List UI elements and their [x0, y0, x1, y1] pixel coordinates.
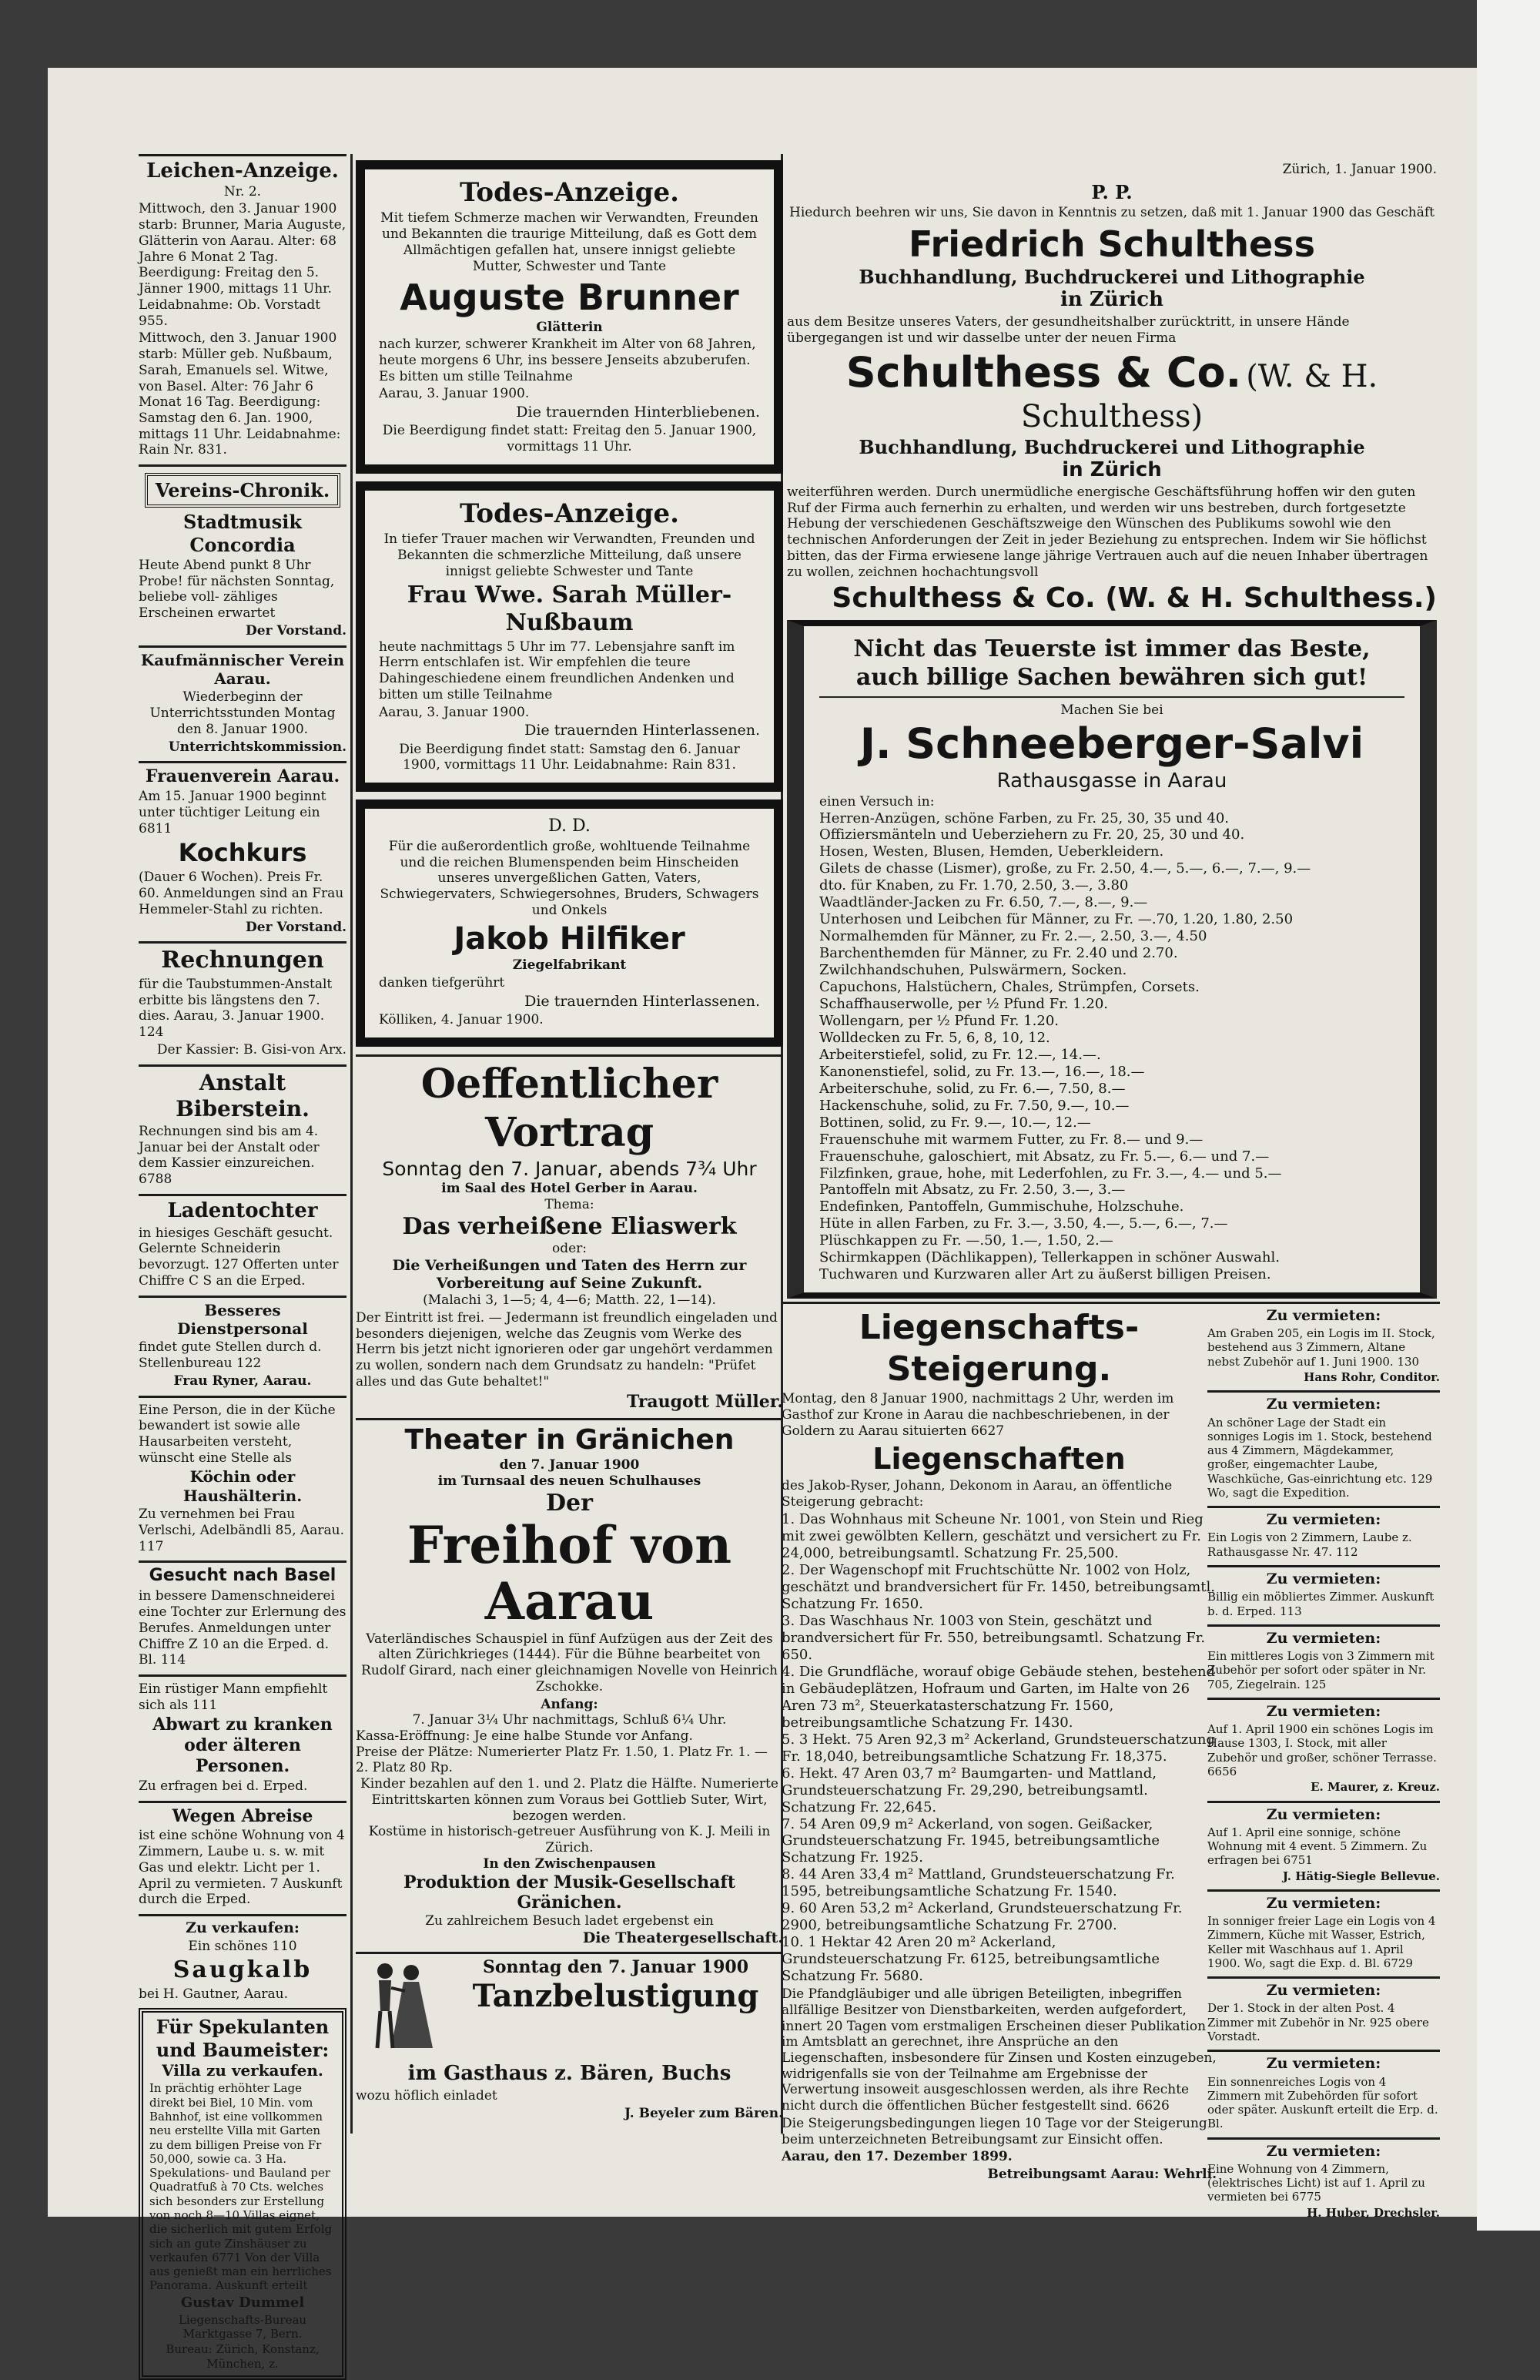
sg-item: Tuchwaren und Kurzwaren aller Art zu äußerst billigen Preisen.: [819, 1266, 1271, 1283]
tanz-loc: im Gasthaus z. Bären, Buchs: [407, 2062, 732, 2086]
lieg-text2: Die Pfandgläubiger und alle übrigen Beteiligten, inbegriffen allfällige Besitzer von Dienstbarkeiten, werden aufgefordert, innert 20 Tagen vom erstmaligen Erscheinen dieser Publikation im Amtsblatt an gerechnet, ihre Ansprüche an den Liegenschaften, insbesondere für Zinsen und Kosten einzugeben, widrigenfalls sie von der Teilnahme am Ergebnisse der Verwertung insoweit ausgeschlossen werden, als ihre Rechte nicht durch die öffentlichen Bücher festgestellt sind. 6626: [782, 1986, 1217, 2114]
dienst-sign: Frau Ryner, Aarau.: [173, 1373, 312, 1389]
villa-text: In prächtig erhöhter Lage direkt bei Biel, 10 Min. vom Bahnhof, ist eine vollkommen neu erstellte Villa mit Garten zu dem billigen Preise von Fr 50,000, sowie ca. 3 Ha. Spekulations- und Bauland per Quadratfuß à 70 Cts. welches sich besonders zur Erstellung von noch 8—10 Villas eignet, die sicherlich mit gutem Erfolg sich an gute Zinshäuser zu verkaufen 6771 Von der Villa aus genießt man ein herrliches Panorama. Auskunft erteilt: [149, 2081, 333, 2293]
lieg-item: 5. 3 Hekt. 75 Aren 92,3 m² Ackerland, Grundsteuerschatzung Fr. 18,040, betreibungsamtliche Schatzung Fr. 18,375.: [782, 1731, 1216, 1765]
sg-item: Plüschkappen zu Fr. —.50, 1.—, 1.50, 2.—: [819, 1232, 1113, 1249]
mann-text: Ein rüstiger Mann empfiehlt sich als 111: [139, 1681, 328, 1713]
lieg-head: Liegenschaften: [872, 1441, 1126, 1476]
firm2-loc: in Zürich: [1062, 458, 1162, 482]
frauen-title: Frauenverein Aarau.: [145, 766, 340, 787]
lieg-sign: Betreibungsamt Aarau: Wehrli.: [987, 2167, 1217, 2183]
verkauf-sign: bei H. Gautner, Aarau.: [139, 1986, 289, 2002]
leichen-title: Leichen-Anzeige.: [146, 159, 339, 183]
theater-pause: In den Zwischenpausen: [483, 1855, 656, 1872]
dank-role: Ziegelfabrikant: [512, 957, 627, 974]
rechnungen-title: Rechnungen: [161, 947, 324, 974]
sg-versuch: einen Versuch in:: [819, 793, 935, 810]
frauen-text2: (Dauer 6 Wochen). Preis Fr. 60. Anmeldungen sind an Frau Hemmeler-Stahl zu richten.: [139, 870, 344, 917]
firm2-name: Schulthess & Co.: [845, 348, 1242, 397]
rechnungen-ad: [139, 941, 346, 1064]
todes1-name: Auguste Brunner: [400, 277, 739, 319]
vermieten-text: Billig ein möbliertes Zimmer. Auskunft b. d. Erped. 113: [1207, 1590, 1435, 1618]
dank-place: Kölliken, 4. Januar 1900.: [379, 1011, 544, 1027]
vermieten-text: Ein Logis von 2 Zimmern, Laube z. Rathausgasse Nr. 47. 112: [1207, 1530, 1412, 1559]
lieg-item: 4. Die Grundfläche, worauf obige Gebäude stehen, bestehend in Gebäudeplätzen, Hofraum und Garten, im Halte von 26 Aren 73 m², Steuerkatasterschatzung Fr. 1560, betreibungsamtliche Schatzung Fr. 1430.: [782, 1663, 1216, 1731]
vermieten-text: Auf 1. April eine sonnige, schöne Wohnung mit 4 event. 5 Zimmern. Zu erfragen bei 6751: [1207, 1825, 1428, 1868]
vermieten-ad: [1207, 1624, 1440, 1698]
villa-title: Villa zu verkaufen.: [162, 2060, 323, 2080]
gesucht-title: Gesucht nach Basel: [149, 1566, 336, 1586]
vermieten-ad: [1207, 1889, 1440, 1976]
vermieten-ad: [1207, 1506, 1440, 1565]
column-2: [356, 160, 783, 2132]
verkauf-text: Ein schönes 110: [188, 1939, 297, 1955]
theater-kinder: Kinder bezahlen auf den 1. und 2. Platz die Hälfte. Numerierte Eintrittskarten können zum Voraus bei Gottlieb Suter, Wirt, bezogen werden.: [360, 1776, 778, 1824]
theater-kost: Kostüme in historisch-getreuer Ausführung von K. J. Meili in Zürich.: [368, 1824, 771, 1856]
abwart-text: Zu erfragen bei d. Erped.: [139, 1778, 308, 1794]
vermieten-title: Zu vermieten:: [1266, 1511, 1381, 1529]
vermieten-title: Zu vermieten:: [1266, 2055, 1381, 2073]
lieg-item: 9. 60 Aren 53,2 m² Ackerland, Grundsteuerschatzung Fr. 2900, betreibungsamtliche Schatzung Fr. 2700.: [782, 1900, 1183, 1934]
frauenverein-ad: [139, 761, 346, 941]
tanz-text: wozu höflich einladet: [356, 2087, 497, 2103]
rechnungen-text: für die Taubstummen-Anstalt erbitte bis längstens den 7. dies. Aarau, 3. Januar 1900. 124: [139, 976, 333, 1041]
vereins-chronik: [139, 464, 346, 645]
dank-sign: Die trauernden Hinterlassenen.: [524, 992, 760, 1010]
dienst-text: findet gute Stellen durch d. Stellenbureau 122: [139, 1339, 322, 1372]
sg-item: Wollengarn, per ½ Pfund Fr. 1.20.: [819, 1012, 1060, 1029]
vermieten-ad: [1207, 1390, 1440, 1506]
lieg-item: 3. Das Waschhaus Nr. 1003 von Stein, geschätzt und brandversichert für Fr. 550, betreibungsamtl. Schatzung Fr. 650.: [782, 1613, 1206, 1663]
theater-sign: Die Theatergesellschaft.: [582, 1929, 783, 1946]
todes-anzeige-brunner: [356, 160, 783, 474]
todes1-sign: Die trauernden Hinterbliebenen.: [516, 404, 760, 421]
todes1-text2: nach kurzer, schwerer Krankheit im Alter von 68 Jahren, heute morgens 6 Uhr, ins bessere Jenseits abzuberufen. Es bitten um stille Teilnahme: [379, 337, 756, 384]
sg-item: Frauenschuhe mit warmem Futter, zu Fr. 8.— und 9.—: [819, 1131, 1204, 1148]
vortrag-thema: Thema:: [544, 1196, 594, 1212]
vermieten-ad: [1207, 2137, 1440, 2226]
firm-sign: Schulthess & Co. (W. & H. Schulthess.): [832, 582, 1437, 615]
column-3a: [782, 1302, 1217, 2183]
vermieten-sign: E. Maurer, z. Kreuz.: [1311, 1780, 1440, 1795]
liegenschaft-ad: [782, 1302, 1217, 2189]
vortrag-sub: Die Verheißungen und Taten des Herrn zur Vorbereitung auf Seine Zukunft.: [392, 1256, 747, 1292]
lieg-text3: Die Steigerungsbedingungen liegen 10 Tage vor der Steigerung beim unterzeichneten Betreibungsamt zur Einsicht offen.: [782, 2115, 1207, 2147]
todes1-beerd: Die Beerdigung findet statt: Freitag den 5. Januar 1900, vormittags 11 Uhr.: [382, 423, 757, 455]
lieg-item-list: [782, 1511, 1217, 1985]
vermieten-text: Am Graben 205, ein Logis im II. Stock, bestehend aus 3 Zimmern, Altane nebst Zubehör auf 1. Juni 1900. 130: [1207, 1326, 1435, 1369]
vermieten-text: Auf 1. April 1900 ein schönes Logis im Hause 1303, I. Stock, mit aller Zubehör und großer, schöner Terrasse. 6656: [1207, 1722, 1437, 1778]
sg-item: Bottinen, solid, zu Fr. 9.—, 10.—, 12.—: [819, 1114, 1091, 1131]
vortrag-date: Sonntag den 7. Januar, abends 7¾ Uhr: [382, 1157, 757, 1180]
vermieten-title: Zu vermieten:: [1266, 1396, 1381, 1413]
abreise-ad: [139, 1801, 346, 1915]
vermieten-title: Zu vermieten:: [1266, 1570, 1381, 1588]
page-edge-right: [1477, 0, 1540, 2231]
rechnungen-sign: Der Kassier: B. Gisi-von Arx.: [156, 1041, 346, 1058]
schulthess-notice: [787, 178, 1437, 621]
abwart-ad: [139, 1674, 346, 1801]
vortrag-ad: [356, 1054, 783, 1419]
todes1-text: Mit tiefem Schmerze machen wir Verwandten, Freunden und Bekannten die traurige Mitteilung, daß es Gott dem Allmächtigen gefallen hat, unsere innigst geliebte Mutter, Schwester und Tante: [380, 210, 758, 274]
vermieten-text: In sonniger freier Lage ein Logis von 4 Zimmern, Küche mit Wasser, Estrich, Keller mit Waschhaus auf 1. April 1900. Wo, sagt die Exp. d. Bl. 6729: [1207, 1914, 1436, 1970]
dancing-couple-illustration: [356, 1957, 440, 2057]
todes2-beerd: Die Beerdigung findet statt: Samstag den 6. Januar 1900, vormittags 11 Uhr. Leidabnahme: Rain 831.: [399, 741, 740, 773]
tanz-date: Sonntag den 7. Januar 1900: [482, 1957, 749, 1978]
frauen-sign: Der Vorstand.: [246, 919, 346, 935]
vermieten-title: Zu vermieten:: [1266, 1702, 1381, 1720]
todes1-place: Aarau, 3. Januar 1900.: [379, 386, 530, 402]
theater-desc: Vaterländisches Schauspiel in fünf Aufzügen aus der Zeit des alten Zürichkrieges (1444). Für die Bühne bearbeitet von Rudolf Girard, nach einer gleichnamigen Novelle von Heinrich Zschokke.: [361, 1631, 778, 1694]
vermieten-title: Zu vermieten:: [1266, 1629, 1381, 1647]
schneeberger-ad: [787, 620, 1437, 1299]
sg-item: Pantoffeln mit Absatz, zu Fr. 2.50, 3.—, 3.—: [819, 1182, 1126, 1198]
concordia-title: Stadtmusik Concordia: [183, 511, 302, 556]
sg-item: Schaffhauserwolle, per ½ Pfund Fr. 1.20.: [819, 996, 1109, 1012]
vortrag-ref: (Malachi 3, 1—5; 4, 4—6; Matth. 22, 1—14).: [423, 1292, 716, 1309]
lieg-item: 1. Das Wohnhaus mit Scheune Nr. 1001, von Stein und Rieg mit zwei gewölbten Kellern, geschätzt und versichert zu Fr. 24,000, betreibungsamtl. Schatzung Fr. 25,500.: [782, 1511, 1204, 1562]
villa-sign2: Liegenschafts-Bureau Marktgasse 7, Bern.: [178, 2312, 307, 2341]
lieg-item: 7. 54 Aren 09,9 m² Ackerland, von sogen. Geißacker, Grundsteuerschatzung Fr. 1945, betreibungsamtliche Schatzung Fr. 1925.: [782, 1815, 1160, 1866]
dienst-title: Besseres Dienstpersonal: [177, 1300, 308, 1338]
tanz-title: Tanzbelustigung: [472, 1977, 759, 2014]
lieg-item: 8. 44 Aren 33,4 m² Mattland, Grundsteuerschatzung Fr. 1595, betreibungsamtliche Schatzung Fr. 1540.: [782, 1866, 1175, 1900]
sg-item: Gilets de chasse (Lismer), große, zu Fr. 2.50, 4.—, 5.—, 6.—, 7.—, 9.—: [819, 860, 1311, 877]
vereins-title: Vereins-Chronik.: [145, 473, 340, 508]
firm2-paren: (W. & H. Schulthess): [1020, 359, 1378, 435]
tanz-ad: [356, 1952, 783, 2062]
sg-item: Hüte in allen Farben, zu Fr. 3.—, 3.50, 4.—, 5.—, 6.—, 7.—: [819, 1215, 1228, 1232]
wegen-text: ist eine schöne Wohnung von 4 Zimmern, Laube u. s. w. mit Gas und elektr. Licht per 1. April zu vermieten. 7 Auskunft durch die Erped.: [139, 1828, 345, 1908]
sg-item: Arbeiterstiefel, solid, zu Fr. 12.—, 14.—.: [819, 1046, 1101, 1063]
leichen-nr: Nr. 2.: [223, 183, 262, 199]
vortrag-topic: Das verheißene Eliaswerk: [402, 1212, 737, 1240]
dank-text: Für die außerordentlich große, wohltuende Teilnahme und die reichen Blumenspenden beim Hinscheiden unseres unvergeßlichen Gatten, Vaters, Schwiegervaters, Schwiegersohnes, Bruders, Schwagers und Onkels: [380, 838, 759, 918]
spekulanten-ad: [139, 2008, 346, 2380]
lieg-title: Liegenschafts-Steigerung.: [859, 1308, 1140, 1389]
sg-headline: Nicht das Teuerste ist immer das Beste, auch billige Sachen bewähren sich gut!: [853, 635, 1371, 691]
theater-times: 7. Januar 3¼ Uhr nachmittags, Schluß 6¼ Uhr.: [412, 1712, 727, 1728]
sg-item: Filzfinken, graue, hohe, mit Lederfohlen, zu Fr. 3.—, 4.— und 5.—: [819, 1165, 1282, 1182]
firm-text2: weiterführen werden. Durch unermüdliche energische Geschäftsführung hoffen wir den guten Ruf der Firma auch fernerhin zu erhalten, und werden wir uns bestreben, durch fortgesetzte Hebung der verschiedenen Geschäftszweige den Wünschen des Publikums sowohl wie den technischen Anforderungen der Zeit in jeder Beziehung zu entsprechen. Indem wir Sie höflichst bitten, das der Firma erwiesene lange jährige Vertrauen auch auf die neuen Inhaber übertragen zu wollen, zeichnen hochachtungsvoll: [787, 484, 1428, 580]
vermieten-title: Zu vermieten:: [1266, 1894, 1381, 1912]
dank-text2: danken tiefgerührt: [379, 975, 505, 991]
firm1-name: Friedrich Schulthess: [909, 223, 1315, 265]
sg-item: Zwilchhandschuhen, Pulswärmern, Socken.: [819, 962, 1127, 979]
sg-item: Kanonenstiefel, solid, zu Fr. 13.—, 16.—, 18.—: [819, 1063, 1145, 1080]
firm2-line: [787, 347, 1437, 436]
lieg-text: des Jakob-Ryser, Johann, Dekonom in Aarau, an öffentliche Steigerung gebracht:: [782, 1477, 1173, 1510]
frauen-text: Am 15. Januar 1900 beginnt unter tüchtiger Leitung ein 6811: [139, 789, 326, 836]
vermieten-ad: [1207, 2050, 1440, 2137]
sg-item: Barchenthemden für Männer, zu Fr. 2.40 und 2.70.: [819, 945, 1178, 962]
theater-anfang: Anfang:: [541, 1696, 598, 1712]
column-rule: [350, 154, 353, 2134]
vermieten-ad: [1207, 1302, 1440, 1390]
todes2-text2: heute nachmittags 5 Uhr im 77. Lebensjahre sanft im Herrn entschlafen ist. Wir empfehlen die teure Dahingeschiedene einem freundlichen Andenken und bitten um stille Teilnahme: [379, 639, 735, 702]
abwart-heading: Abwart zu kranken oder älteren Personen.: [152, 1715, 333, 1777]
tanz-sign: J. Beyeler zum Bären.: [624, 2105, 783, 2121]
sg-item: Normalhemden für Männer, zu Fr. 2.—, 2.50, 3.—, 4.50: [819, 928, 1207, 945]
lieg-item: 6. Hekt. 47 Aren 03,7 m² Baumgarten- und Mattland, Grundsteuerschatzung Fr. 29,290, betreibungsamtl. Schatzung Fr. 22,645.: [782, 1765, 1157, 1815]
column-3b: [1207, 1302, 1440, 2220]
column-3-top: [787, 162, 1437, 1294]
sg-item: Frauenschuhe, galoschiert, mit Absatz, zu Fr. 5.—, 6.— und 7.—: [819, 1148, 1270, 1165]
todes2-sign: Die trauernden Hinterlassenen.: [524, 722, 760, 739]
koechin-ad: [139, 1396, 346, 1561]
theater-title: Theater in Gränichen: [404, 1424, 735, 1456]
vortrag-loc: im Saal des Hotel Gerber in Aarau.: [441, 1181, 698, 1197]
vermieten-sign: Hans Rohr, Conditor.: [1304, 1370, 1440, 1385]
sg-item: Herren-Anzügen, schöne Farben, zu Fr. 25, 30, 35 und 40.: [819, 810, 1230, 826]
lieg-place: Aarau, den 17. Dezember 1899.: [782, 2149, 1013, 2165]
concordia-sign: Der Vorstand.: [246, 622, 346, 639]
leichen-anzeige: [139, 154, 346, 464]
villa-sign3: Bureau: Zürich, Konstanz, München, z.: [166, 2342, 320, 2371]
lieg-item: 2. Der Wagenschopf mit Fruchtschütte Nr. 1002 von Holz, geschätzt und brandversichert für Fr. 1450, betreibungsamtl. Schatzung Fr. 1650.: [782, 1562, 1215, 1613]
wegen-title: Wegen Abreise: [172, 1805, 313, 1826]
theater-preise: Preise der Plätze: Numerierter Platz Fr. 1.50, 1. Platz Fr. 1. — 2. Platz 80 Rp.: [356, 1744, 768, 1776]
vortrag-title: Oeffentlicher Vortrag: [420, 1060, 718, 1157]
todes2-name: Frau Wwe. Sarah Müller-Nußbaum: [407, 581, 732, 637]
kaufm-sign: Unterrichtskommission.: [168, 739, 346, 755]
vermieten-title: Zu vermieten:: [1266, 2142, 1381, 2160]
sg-item: Schirmkappen (Dächlikappen), Tellerkappen in schöner Auswahl.: [819, 1249, 1280, 1266]
date-line: Zürich, 1. Januar 1900.: [1282, 162, 1437, 177]
vortrag-text: Der Eintritt ist frei. — Jedermann ist freundlich eingeladen und besonders diejenigen, welche das Zeugnis vom Werke des Herrn bis jetzt nicht ignorieren oder gar ungehört verdammen zu wollen, sondern nach dem Grundsatz zu handeln: "Prüfet alles und das Gute behaltet!": [356, 1309, 778, 1389]
laden-text: in hiesiges Geschäft gesucht. Gelernte Schneiderin bevorzugt. 127 Offerten unter Chiffre C S an die Erped.: [139, 1225, 339, 1289]
kaufm-verein-ad: [139, 645, 346, 762]
sg-addr: Rathausgasse in Aarau: [996, 769, 1227, 793]
vermieten-text: Eine Wohnung von 4 Zimmern, (elektrisches Licht) ist auf 1. April zu vermieten bei 6775: [1207, 2161, 1425, 2204]
sg-item: Unterhosen und Leibchen für Männer, zu Fr. —.70, 1.20, 1.80, 2.50: [819, 911, 1294, 928]
vermieten-sign: H. Huber, Drechsler.: [1307, 2205, 1440, 2220]
vermieten-ad: [1207, 1565, 1440, 1624]
person-text2: Zu vernehmen bei Frau Verlschi, Adelbändli 85, Aarau. 117: [139, 1507, 345, 1554]
sg-item: Hackenschuhe, solid, zu Fr. 7.50, 9.—, 10.—: [819, 1097, 1130, 1114]
danksagung-hilfiker: [356, 799, 783, 1047]
concordia-text: Heute Abend punkt 8 Uhr Probe! für nächsten Sonntag, beliebe voll- zähliges Erscheinen erwartet: [139, 558, 335, 622]
lieg-item: 10. 1 Hektar 42 Aren 20 m² Ackerland, Grundsteuerschatzung Fr. 6125, betreibungsamtliche Schatzung Fr. 5680.: [782, 1934, 1160, 1985]
firm2-sub: Buchhandlung, Buchdruckerei und Lithographie: [859, 435, 1365, 458]
vermieten-sign: J. Hätig-Siegle Bellevue.: [1282, 1869, 1440, 1883]
firm-text: aus dem Besitze unseres Vaters, der gesundheitshalber zurücktritt, in unsere Hände übergegangen ist und wir dasselbe unter der neuen Firma: [787, 313, 1350, 346]
sg-item: Offiziersmänteln und Ueberziehern zu Fr. 20, 25, 30 und 40.: [819, 826, 1245, 843]
vermieten-text: Ein sonnenreiches Logis von 4 Zimmern mit Zubehörden für sofort oder später. Auskunft erteilt die Erp. d. Bl.: [1207, 2074, 1438, 2131]
sg-item: Waadtländer-Jacken zu Fr. 6.50, 7.—, 8.—, 9.—: [819, 894, 1148, 911]
biberstein-title: Anstalt Biberstein.: [176, 1069, 310, 1121]
vermieten-title: Zu vermieten:: [1266, 1982, 1381, 2000]
sg-item: Arbeiterschuhe, solid, zu Fr. 6.—, 7.50, 8.—: [819, 1080, 1126, 1097]
todes2-title: Todes-Anzeige.: [460, 498, 679, 529]
spek-title: Für Spekulanten und Baumeister:: [156, 2016, 330, 2061]
vortrag-sign: Traugott Müller.: [627, 1391, 783, 1412]
sg-item: Endefinken, Pantoffeln, Gummischuhe, Holzschuhe.: [819, 1198, 1184, 1215]
theater-play: Freihof von Aarau: [407, 1515, 732, 1631]
koechin-heading: Köchin oder Haushälterin.: [182, 1467, 303, 1505]
pp-text: Hiedurch beehren wir uns, Sie davon in Kenntnis zu setzen, daß mit 1. Januar 1900 das Geschäft: [789, 205, 1435, 220]
vermieten-title: Zu vermieten:: [1266, 1307, 1381, 1324]
dank-name: Jakob Hilfiker: [454, 920, 685, 957]
vermieten-text: Ein mittleres Logis von 3 Zimmern mit Zubehör per sofort oder später in Nr. 705, Ziegelrain. 125: [1207, 1649, 1435, 1691]
lieg-intro: Montag, den 8 Januar 1900, nachmittags 2 Uhr, werden im Gasthof zur Krone in Aarau die nachbeschriebenen, in der Goldern zu Aarau situierten 6627: [782, 1391, 1174, 1439]
sg-item: Wolldecken zu Fr. 5, 6, 8, 10, 12.: [819, 1029, 1050, 1046]
theater-prod: Produktion der Musik-Gesellschaft Gränichen.: [403, 1872, 736, 1913]
pp-heading: P. P.: [1091, 180, 1133, 203]
vermieten-text: Der 1. Stock in der alten Post. 4 Zimmer mit Zubehör in Nr. 925 obere Vorstadt.: [1207, 2001, 1429, 2044]
kochkurs-heading: Kochkurs: [178, 838, 307, 868]
todes2-place: Aarau, 3. Januar 1900.: [379, 704, 530, 720]
biberstein-text: Rechnungen sind bis am 4. Januar bei der Anstalt oder dem Kassier einzureichen. 6788: [139, 1123, 320, 1188]
sg-intro: Machen Sie bei: [1060, 702, 1163, 719]
column-1: [139, 154, 346, 2371]
gesucht-ad: [139, 1560, 346, 1674]
vermieten-ad: [1207, 1801, 1440, 1889]
todes1-role: Glätterin: [536, 319, 603, 335]
sg-item: Hosen, Westen, Blusen, Hemden, Ueberkleidern.: [819, 843, 1164, 860]
villa-sign: Gustav Dummel: [180, 2294, 305, 2311]
vermieten-text: An schöner Lage der Stadt ein sonniges Logis im 1. Stock, bestehend aus 4 Zimmern, Mägdekammer, großer, eingemachter Laube, Waschküche, Gas-einrichtung etc. 129 Wo, sagt die Expedition.: [1207, 1415, 1433, 1500]
todes1-title: Todes-Anzeige.: [460, 177, 679, 208]
saugkalb-heading: Saugkalb: [172, 1956, 313, 1984]
theater-kasse: Kassa-Eröffnung: Je eine halbe Stunde vor Anfang.: [356, 1728, 693, 1744]
sg-item: Capuchons, Halstüchern, Chales, Strümpfen, Corsets.: [819, 979, 1200, 996]
vermieten-title: Zu vermieten:: [1266, 1805, 1381, 1823]
theater-invite: Zu zahlreichem Besuch ladet ergebenst ein: [425, 1913, 714, 1929]
theater-loc: im Turnsaal des neuen Schulhauses: [437, 1473, 701, 1490]
person-text: Eine Person, die in der Küche bewandert ist sowie alle Hausarbeiten versteht, wünscht eine Stelle als: [139, 1402, 336, 1466]
verkauf-ad: [139, 1914, 346, 2008]
sg-item-list: [819, 810, 1404, 1284]
theater-date: den 7. Januar 1900: [499, 1457, 640, 1473]
kaufm-text: Wiederbeginn der Unterrichtsstunden Montag den 8. Januar 1900.: [149, 689, 336, 737]
firm1-loc: in Zürich: [1060, 288, 1164, 312]
gesucht-text: in bessere Damenschneiderei eine Tochter zur Erlernung des Berufes. Anmeldungen unter Chiffre Z 10 an die Erped. d. Bl. 114: [139, 1588, 346, 1668]
kaufm-title: Kaufmännischer Verein Aarau.: [140, 650, 345, 689]
biberstein-ad: [139, 1064, 346, 1194]
leichen-entry: Mittwoch, den 3. Januar 1900 starb: Brunner, Maria Auguste, Glätterin von Aarau. Alter: 68 Jahre 6 Monat 2 Tag. Beerdigung: Freitag den 5. Jänner 1900, mittags 11 Uhr. Leidabnahme: Ob. Vorstadt 955.: [139, 201, 346, 329]
theater-ad: [356, 1418, 783, 1952]
sg-name: J. Schneeberger-Salvi: [859, 719, 1364, 769]
ladentochter-ad: [139, 1194, 346, 1296]
sg-rule: [819, 696, 1404, 698]
laden-title: Ladentochter: [167, 1198, 318, 1222]
todes2-text: In tiefer Trauer machen wir Verwandten, Freunden und Bekannten die schmerzliche Mitteilung, daß unsere innigst geliebte Schwester und Tante: [383, 531, 755, 579]
todes-anzeige-mueller: [356, 481, 783, 792]
vortrag-oder: oder:: [551, 1241, 588, 1257]
sg-item: dto. für Knaben, zu Fr. 1.70, 2.50, 3.—, 3.80: [819, 877, 1129, 894]
verkauf-title: Zu verkaufen:: [186, 1919, 300, 1937]
dienstpersonal-ad: [139, 1296, 346, 1396]
theater-der: Der: [546, 1489, 593, 1517]
vermieten-ad: [1207, 1976, 1440, 2050]
dank-head: D. D.: [548, 816, 591, 836]
leichen-entry: Mittwoch, den 3. Januar 1900 starb: Müller geb. Nußbaum, Sarah, Emanuels sel. Witwe, von Basel. Alter: 76 Jahr 6 Monat 16 Tag. Beerdigung: Samstag den 6. Jan. 1900, mittags 11 Uhr. Leidabnahme: Rain Nr. 831.: [139, 330, 341, 458]
vermieten-ad: [1207, 1698, 1440, 1801]
firm1-sub: Buchhandlung, Buchdruckerei und Lithographie: [859, 265, 1365, 288]
